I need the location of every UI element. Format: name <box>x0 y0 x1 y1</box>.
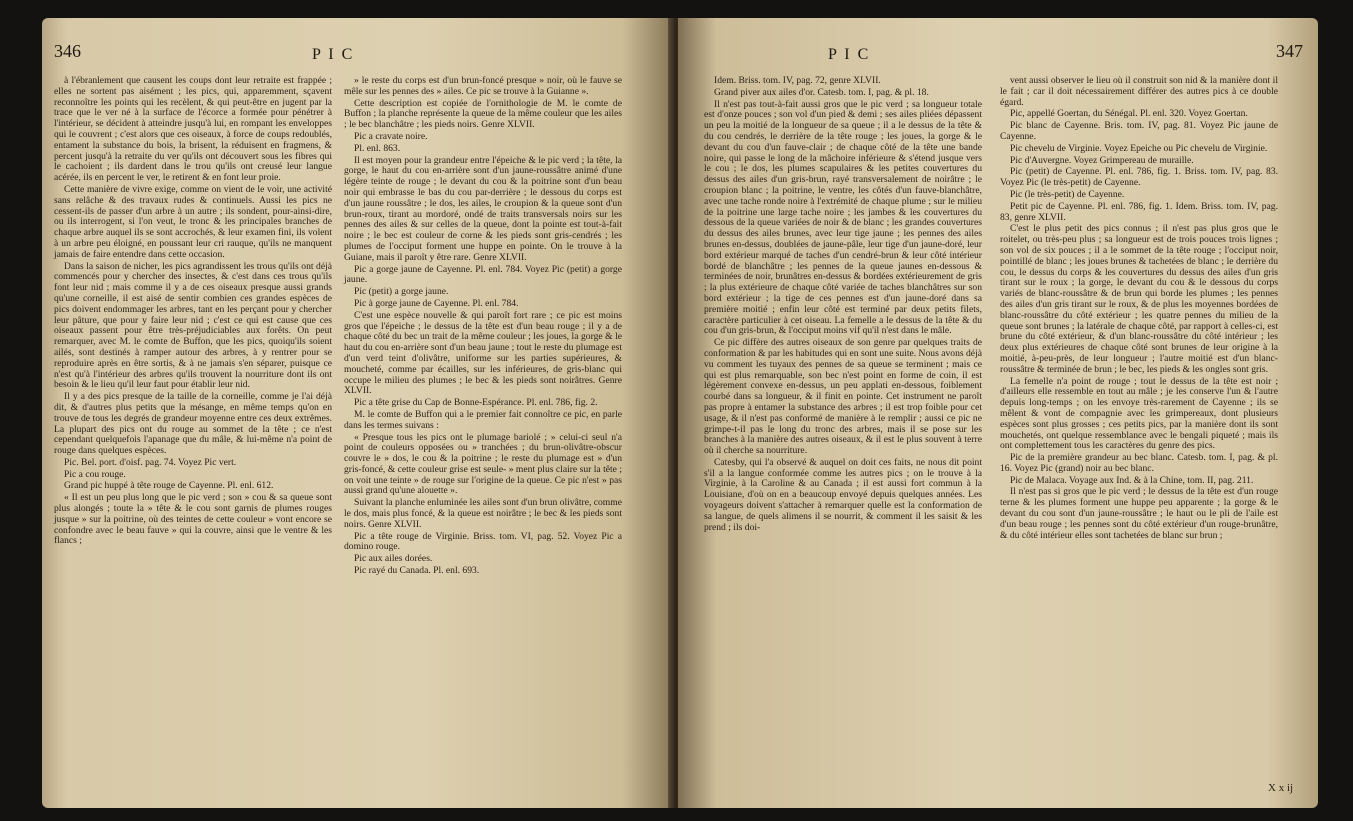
paragraph: Pic a cravate noire. <box>354 130 428 142</box>
running-head-right: P I C <box>828 46 871 63</box>
paragraph: Il n'est pas si gros que le pic verd ; le dessus de la tête est d'un rouge terne & les plumes forment une huppe peu apparente ; la gorge & le devant du cou sont d'un jaune-roussâtre ; le haut ou le pli de l'aile est d'un beau rouge ; les pennes sont du côté extérieur d'un rouge-brunâtre, & du côté intérieur elles sont tachetées de blanc sur brun ; <box>1000 486 1278 541</box>
paragraph: Pic de la première grandeur au bec blanc. Catesb. tom. I, pag. & pl. 16. Voyez Pic (grand) noir au bec blanc. <box>1000 452 1278 474</box>
paragraph: « Presque tous les pics ont le plumage bariolé ; » celui-ci seul n'a point de couleurs opposées ou » tranchées ; du brun-olivâtre-obscur couvre le » dos, le cou & la poitrine ; le reste du plumage est » d'un gris-foncé, & cette couleur grise est seule- » ment plus claire sur la tête ; on voit une teinte » de rouge sur l'origine de la queue. Ce pic n'est » pas aussi grand qu'une alouette ». <box>344 431 622 497</box>
paragraph: Pic (le très-petit) de Cayenne. <box>1010 188 1125 200</box>
paragraph: Il y a des pics presque de la taille de la corneille, comme je l'ai déjà dit, & d'autres plus petits que la mésange, en même temps qu'on en trouve de tous les degrés de grandeur moyenne entre ces deux extrêmes. La plupart des pics ont du rouge au sommet de la tête ; ce n'est cependant quelquefois l'apanage que du mâle, & lui-même n'a point de rouge dans quelques espèces. <box>54 391 332 457</box>
left-page-column-1 <box>54 76 332 548</box>
paragraph: Petit pic de Cayenne. Pl. enl. 786, fig. 1. Idem. Briss. tom. IV, pag. 83, genre XLVII. <box>1000 200 1278 223</box>
paragraph: Pic a cou rouge. <box>64 468 126 480</box>
left-page <box>42 18 672 808</box>
paragraph: Pic a tête rouge de Virginie. Briss. tom. VI, pag. 52. Voyez Pic a domino rouge. <box>344 530 622 553</box>
paragraph: Idem. Briss. tom. IV, pag. 72, genre XLVII. <box>714 75 881 86</box>
paragraph: Pic à gorge jaune de Cayenne. Pl. enl. 784. <box>354 297 519 309</box>
paragraph: Pic (petit) a gorge jaune. <box>354 286 449 298</box>
paragraph: Il est moyen pour la grandeur entre l'épeiche & le pic verd ; la tête, la gorge, le haut du cou en-arrière sont d'un jaune-roussâtre animé d'une légère teinte de rouge ; le devant du cou & la poitrine sont d'un beau noir qui embrasse le bas du cou par-derrière ; le dessous du corps est d'un jaune roussâtre ; le dos, les ailes, le croupion & la queue sont d'un brun-roux, tirant au mordoré, ondé de traits transversals noirs sur les pennes des ailes & sur celles de la queue, dont la pointe est tout-à-fait noire ; le bec est couleur de corne & les pieds sont gris-cendrés ; les plumes de l'occiput forment une huppe en pointe. On le trouve à la Guiane, mais il paroît y être rare. Genre XLVII. <box>344 154 622 263</box>
paragraph: Pic blanc de Cayenne. Bris. tom. IV, pag. 81. Voyez Pic jaune de Cayenne. <box>1000 120 1278 142</box>
paragraph: Grand pic huppé à tête rouge de Cayenne. Pl. enl. 612. <box>64 480 274 492</box>
paragraph: Grand piver aux ailes d'or. Catesb. tom. I, pag. & pl. 18. <box>714 86 929 98</box>
paragraph: La femelle n'a point de rouge ; tout le dessus de la tête est noir ; d'ailleurs elle ressemble en tout au mâle ; je les conserve l'un & l'autre depuis long-temps ; on les envoye très-rarement de Cayenne ; ils se mêlent & vont de compagnie avec les grimpereaux, dont plusieurs espèces sont plus grosses ; ces petits pics, par la manière dont ils sont mouchetés, ont quelque ressemblance avec le bengali piqueté ; mais ils ont complettement tous les caractères du genre des pics. <box>1000 375 1278 452</box>
paragraph: Pic. Bel. port. d'oisf. pag. 74. Voyez Pic vert. <box>64 456 237 468</box>
paragraph: Suivant la planche enluminée les ailes sont d'un brun olivâtre, comme le dos, mais plus foncé, & la queue est noirâtre ; le bec & les pieds sont noirs. Genre XLVII. <box>344 497 622 530</box>
paragraph: Pl. enl. 863. <box>354 142 401 154</box>
paragraph: Pic chevelu de Virginie. Voyez Epeiche ou Pic chevelu de Virginie. <box>1010 142 1268 154</box>
paragraph: Pic d'Auvergne. Voyez Grimpereau de muraille. <box>1010 154 1194 166</box>
paragraph: Pic (petit) de Cayenne. Pl. enl. 786, fig. 1. Briss. tom. IV, pag. 83. Voyez Pic (le très-petit) de Cayenne. <box>1000 166 1278 189</box>
paragraph: Ce pic diffère des autres oiseaux de son genre par quelques traits de conformation & par les habitudes qui en sont une suite. Nous avons déjà vu comment les tuyaux des pennes de sa queue se terminent ; mais ce qui est plus remarquable, son bec n'est point en forme de coin, il est légèrement convexe en-dessus, un peu applati en-dessous, foiblement courbé dans sa longueur, & il finit en pointe. Cet instrument ne paroît pas propre à entamer la substance des arbres ; il est trop foible pour cet usage, & il n'est pas conformé de manière à le remplir ; aussi ce pic ne grimpe-t-il pas le long du tronc des arbres, mais il se pose sur les branches à la manière des autres oiseaux, & il est le plus souvent à terre où il cherche sa nourriture. <box>704 337 982 457</box>
paragraph: Catesby, qui l'a observé & auquel on doit ces faits, ne nous dit point s'il a la langue conformée comme les autres pics ; on le trouve à la Virginie, à la Caroline & au Canada ; il est aussi fort commun à la Louisiane, d'où on en a beaucoup envoyé depuis quelques années. Les voyageurs doivent s'attacher à remarquer quelle est la conformation de sa langue, de quels alimens il se nourrit, & comment il les saisit & les prend ; ils doi- <box>704 456 982 533</box>
signature-mark: X x ij <box>1268 782 1294 795</box>
paragraph: C'est le plus petit des pics connus ; il n'est pas plus gros que le roitelet, ou très-peu plus ; sa longueur est de trois pouces trois lignes ; son vol de six pouces ; il a le sommet de la tête rouge ; l'occiput noir, pointillé de blanc ; les joues brunes & tachetées de blanc ; le derrière du cou, le dessus du corps & les couvertures du dessus des ailes d'un gris tirant sur le roux ; la gorge, le devant du cou & le dessous du corps variés de blanc-roussâtre & de brun qui borde les plumes ; les pennes des ailes d'un gris tirant sur le roux, & de plus les moyennes bordées de blanc-roussâtre du côté extérieur ; les quatre pennes du milieu de la queue sont brunes ; la latérale de chaque côté, par rapport à celles-ci, est brune du côté extérieur, & d'un blanc-roussâtre du côté intérieur ; les deux plus extérieures de chaque côté sont brunes de leur origine à la moitié, à-peu-près, de leur longueur ; l'autre moitié est d'un blanc-roussâtre & terminée de brun ; le bec, les pieds & les ongles sont gris. <box>1000 223 1278 375</box>
paragraph: M. le comte de Buffon qui a le premier fait connoître ce pic, en parle dans les termes suivans : <box>344 408 622 431</box>
paragraph: Pic a gorge jaune de Cayenne. Pl. enl. 784. Voyez Pic (petit) a gorge jaune. <box>344 263 622 286</box>
right-page <box>678 18 1318 808</box>
paragraph: » le reste du corps est d'un brun-foncé presque » noir, où le fauve se mêle sur les pennes des » ailes. Ce pic se trouve à la Guianne ». <box>344 75 622 97</box>
page-number-left: 346 <box>54 41 81 61</box>
right-page-column-2 <box>1000 76 1278 542</box>
paragraph: Pic rayé du Canada. Pl. enl. 693. <box>354 565 480 577</box>
paragraph: à l'ébranlement que causent les coups dont leur retraite est frappée ; elles ne sortent pas aisément ; les pics, qui, apparemment, sçavent reconnoître les points qui les recèlent, & qui peut-être en jugent par la trace que le ver né à la surface de l'écorce a formée pour pénétrer à l'intérieur, se décident à atteindre jusqu'à lui, en rompant les enveloppes qui le couvrent ; c'est alors que ces oiseaux, à force de coups redoublés, entament la substance du bois, la brisent, la réduisent en fragmens, & percent jusqu'à la retraite du ver qu'ils ont découvert sous les fibres qui le cachoient ; ils dardent dans le trou qu'ils ont creusé leur langue acérée, ils en percent le ver, le retirent & en font leur proie. <box>54 75 332 184</box>
running-head-left: P I C <box>312 46 355 63</box>
paragraph: « Il est un peu plus long que le pic verd ; son » cou & sa queue sont plus alongés ; toute la » tête & le cou sont garnis de plumes rouges jusque » sur la poitrine, où des teintes de cette couleur » vont encore se confondre avec le beau fauve » qui la couvre, ainsi que le ventre & les flancs ; <box>54 492 332 547</box>
paragraph: Pic, appellé Goertan, du Sénégal. Pl. enl. 320. Voyez Goertan. <box>1010 108 1248 120</box>
right-page-column-1 <box>704 76 982 534</box>
paragraph: vent aussi observer le lieu où il construit son nid & la manière dont il le fait ; car il doit nécessairement différer des autres pics à ce double égard. <box>1000 75 1278 108</box>
paragraph: Pic a tête grise du Cap de Bonne-Espérance. Pl. enl. 786, fig. 2. <box>354 397 598 409</box>
left-page-column-2 <box>344 76 622 578</box>
page-number-right: 347 <box>1276 41 1303 61</box>
paragraph: Pic de Malaca. Voyage aux Ind. & à la Chine, tom. II, pag. 211. <box>1010 474 1254 486</box>
paragraph: C'est une espèce nouvelle & qui paroît fort rare ; ce pic est moins gros que l'épeiche ; le dessus de la tête est d'un beau rouge ; il y a de chaque côté du bec un trait de la même couleur ; les joues, la gorge & le haut du cou en-arrière sont d'un beau jaune ; tout le reste du plumage est d'un verd teint d'olivâtre, uniforme sur les parties supérieures, & moucheté, comme par écailles, sur les inférieures, de gris-blanc qui occupe le milieu des plumes ; le bec & les pieds sont noirâtres. Genre XLVII. <box>344 309 622 397</box>
paragraph: Cette manière de vivre exige, comme on vient de le voir, une activité sans relâche & des travaux rudes & continuels. Aussi les pics ne cessent-ils de passer d'un arbre à un autre ; ils sondent, pour-ainsi-dire, ou ils interrogent, si l'on veut, le tronc & les principales branches de chaque arbre auquel ils se sont accrochés, & leur examen fini, ils volent à un arbre peu éloigné, en poussant leur cri rauque, qu'ils ne manquent jamais de faire entendre dans cette occasion. <box>54 183 332 260</box>
paragraph: Pic aux ailes dorées. <box>354 553 433 565</box>
paragraph: Il n'est pas tout-à-fait aussi gros que le pic verd ; sa longueur totale est d'onze pouces ; son vol d'un pied & demi ; ses ailes pliées dépassent un peu la moitié de la longueur de sa queue ; il a le dessus de la tête & du cou cendrés, le derrière de la tête rouge ; les joues, la gorge & le devant du cou d'un fauve-clair ; de chaque côté de la tête une bande noire, qui passe le long de la mâchoire inférieure & s'étend jusque vers le cou ; le dos, les plumes scapulaires & les petites couvertures du dessus des ailes d'un gris-brun, rayé transversalement de noirâtre ; le croupion blanc ; la poitrine, le ventre, les côtés d'un fauve-blanchâtre, avec une tache ronde noire à l'extrémité de chaque plume ; sur le milieu de la poitrine une large tache noire ; les jambes & les couvertures du dessous de la queue variées de noir & de blanc ; les grandes couvertures du dessus des ailes brunes, avec leur tige jaune ; les pennes des ailes brunes en-dessus, doublées de jaune-pâle, leur tige d'un jaune-doré, leur bord extérieur marqué de taches d'un cendré-brun & leur côté intérieur bordé de blanchâtre ; les pennes de la queue jaunes en-dessous & terminées de noir, brunâtres en-dessus & bordées extérieurement de gris ; la plus extérieure de chaque côté variée de taches blanchâtres sur son bord extérieur ; la tige de ces pennes est d'un jaune-doré dans sa première moitié ; enfin leur côté est terminé par deux petits filets, caractère particulier à cet oiseau. La femelle a le dessus de la tête & du cou d'un gris-brun, & l'occiput moins vif qu'il n'est dans le mâle. <box>704 98 982 337</box>
paragraph: Cette description est copiée de l'ornithologie de M. le comte de Buffon ; la planche représente la queue de la même couleur que les ailes ; le bec blanchâtre ; les pieds noirs. Genre XLVII. <box>344 97 622 131</box>
paragraph: Dans la saison de nicher, les pics agrandissent les trous qu'ils ont déjà commencés pour y chercher des insectes, & c'est dans ces trous qu'ils font leur nid ; mais comme il y a de ces oiseaux presque aussi grands qu'une corneille, il est aisé de sentir combien ces grandes espèces de pics doivent endommager les arbres, tant en les perçant pour y chercher leur pâture, que pour y faire leur nid ; c'est ce qui est cause que ces oiseaux passent pour être très-préjudiciables aux forêts. On peut remarquer, avec M. le comte de Buffon, que les pics, quoiqu'ils soient ailés, sont destinés à ramper autour des arbres, à y rentrer pour se reproduire après en être sortis, & à ne jamais s'en séparer, puisque ce n'est qu'à l'intérieur des arbres qu'ils trouvent la nourriture dont ils ont besoin & le lieu qu'il leur faut pour établir leur nid. <box>54 260 332 391</box>
